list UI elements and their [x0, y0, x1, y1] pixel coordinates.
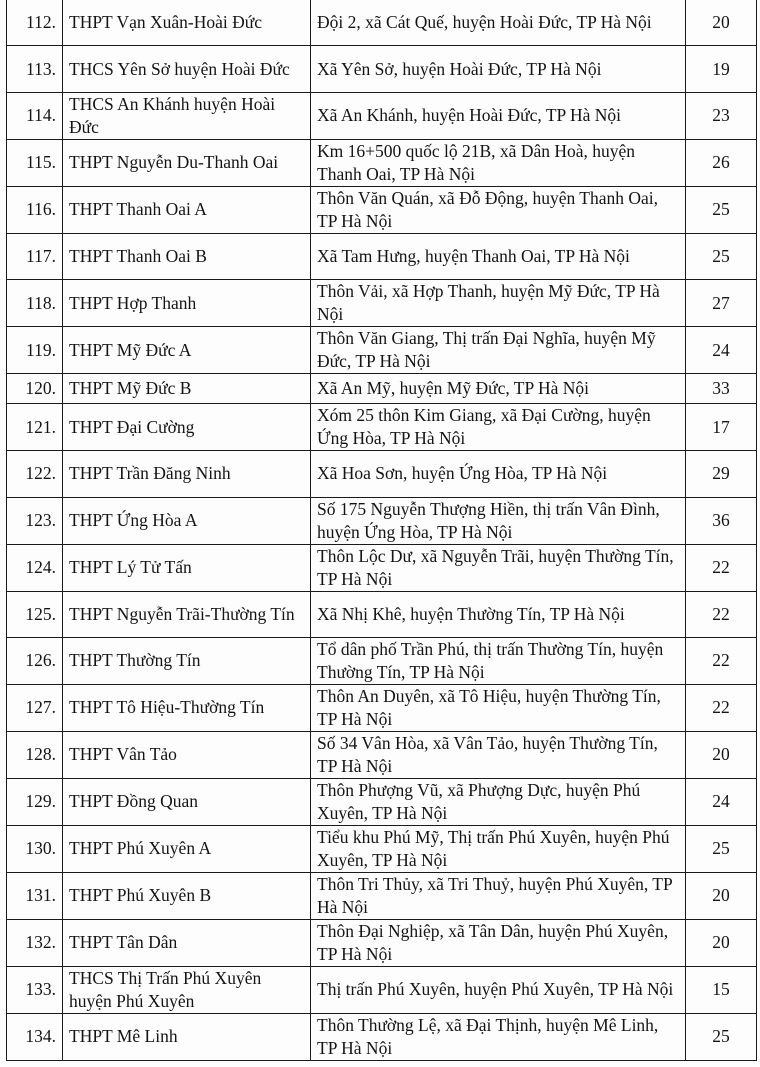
- school-address-cell: [311, 92, 686, 139]
- row-number: 114.: [26, 105, 56, 126]
- school-address-cell: [311, 684, 686, 731]
- school-address-cell: [311, 186, 686, 233]
- row-number-cell: [7, 637, 63, 684]
- school-name: THPT Mỹ Đức A: [69, 339, 192, 360]
- school-address: Xã Yên Sở, huyện Hoài Đức, TP Hà Nội: [317, 58, 602, 79]
- school-name: THPT Vân Tảo: [69, 744, 177, 765]
- row-number: 131.: [25, 885, 56, 906]
- row-count: 33: [712, 378, 730, 399]
- table-row: [7, 497, 757, 544]
- row-number: 115.: [26, 152, 56, 173]
- table-row: [7, 544, 757, 591]
- row-count: 22: [712, 650, 730, 671]
- school-name-cell: [63, 919, 311, 966]
- school-address-cell: [311, 778, 686, 825]
- row-number-cell: [7, 731, 63, 778]
- school-name-cell: [63, 637, 311, 684]
- row-count: 15: [712, 979, 730, 1000]
- school-address: Thôn Vải, xã Hợp Thanh, huyện Mỹ Đức, TP Hà Nội: [317, 281, 660, 325]
- table-row: [7, 186, 757, 233]
- school-address-cell: [311, 404, 686, 451]
- school-address-cell: [311, 46, 686, 92]
- row-number-cell: [7, 544, 63, 591]
- row-count-cell: [686, 92, 757, 139]
- row-count: 25: [712, 245, 730, 266]
- school-name: THCS Thị Trấn Phú Xuyên huyện Phú Xuyên: [69, 967, 262, 1011]
- row-number-cell: [7, 139, 63, 186]
- school-name-cell: [63, 280, 311, 327]
- school-address: Tổ dân phố Trần Phú, thị trấn Thường Tín, huyện Thường Tín, TP Hà Nội: [317, 638, 664, 682]
- row-number-cell: [7, 919, 63, 966]
- row-count-cell: [686, 404, 757, 451]
- row-count-cell: [686, 139, 757, 186]
- row-number: 125.: [25, 603, 56, 624]
- school-name: THPT Mê Linh: [69, 1026, 178, 1047]
- school-name: THPT Vạn Xuân-Hoài Đức: [69, 12, 263, 33]
- row-count: 36: [712, 510, 730, 531]
- row-number: 119.: [26, 339, 56, 360]
- row-number-cell: [7, 327, 63, 374]
- row-number-cell: [7, 497, 63, 544]
- school-table: [6, 0, 757, 1061]
- row-count: 27: [712, 292, 730, 313]
- row-count-cell: [686, 0, 757, 46]
- row-count-cell: [686, 1013, 757, 1060]
- row-count: 19: [712, 58, 730, 79]
- row-number: 130.: [25, 838, 56, 859]
- row-number: 117.: [26, 245, 56, 266]
- table-row: [7, 825, 757, 872]
- row-number: 116.: [26, 199, 56, 220]
- row-number: 124.: [25, 557, 56, 578]
- row-count-cell: [686, 233, 757, 279]
- row-number: 123.: [25, 510, 56, 531]
- row-number: 127.: [25, 697, 56, 718]
- school-address: Thôn Đại Nghiệp, xã Tân Dân, huyện Phú Xuyên, TP Hà Nội: [317, 920, 669, 964]
- table-row: [7, 0, 757, 46]
- school-address-cell: [311, 544, 686, 591]
- school-name: THCS Yên Sở huyện Hoài Đức: [69, 58, 290, 79]
- table-row: [7, 327, 757, 374]
- row-number: 120.: [25, 378, 56, 399]
- row-number-cell: [7, 1013, 63, 1060]
- school-name-cell: [63, 186, 311, 233]
- school-address-cell: [311, 825, 686, 872]
- row-number-cell: [7, 872, 63, 919]
- school-name: THPT Nguyễn Trãi-Thường Tín: [69, 603, 295, 624]
- school-name-cell: [63, 92, 311, 139]
- row-number: 129.: [25, 791, 56, 812]
- school-name-cell: [63, 778, 311, 825]
- table-row: [7, 451, 757, 497]
- row-count: 20: [712, 885, 730, 906]
- row-count-cell: [686, 637, 757, 684]
- school-name-cell: [63, 544, 311, 591]
- row-count: 24: [712, 339, 730, 360]
- row-number: 118.: [26, 292, 56, 313]
- table-row: [7, 374, 757, 404]
- table-row: [7, 778, 757, 825]
- school-name-cell: [63, 497, 311, 544]
- school-address-cell: [311, 731, 686, 778]
- row-number-cell: [7, 404, 63, 451]
- row-number: 128.: [25, 744, 56, 765]
- school-address: Thôn Thường Lệ, xã Đại Thịnh, huyện Mê Linh, TP Hà Nội: [317, 1014, 659, 1058]
- table-row: [7, 637, 757, 684]
- school-name: THPT Phú Xuyên A: [69, 838, 212, 859]
- school-address-cell: [311, 637, 686, 684]
- row-count-cell: [686, 186, 757, 233]
- row-number: 122.: [25, 463, 56, 484]
- school-address: Xã Nhị Khê, huyện Thường Tín, TP Hà Nội: [317, 603, 625, 624]
- school-name: THPT Tân Dân: [69, 932, 178, 953]
- school-address-cell: [311, 280, 686, 327]
- school-address-cell: [311, 0, 686, 46]
- row-number-cell: [7, 591, 63, 637]
- school-address-cell: [311, 1013, 686, 1060]
- school-address-cell: [311, 139, 686, 186]
- school-name: THPT Hợp Thanh: [69, 292, 197, 313]
- school-address: Km 16+500 quốc lộ 21B, xã Dân Hoà, huyện Thanh Oai, TP Hà Nội: [317, 140, 636, 184]
- row-count: 22: [712, 557, 730, 578]
- table-row: [7, 684, 757, 731]
- school-address: Đội 2, xã Cát Quế, huyện Hoài Đức, TP Hà Nội: [317, 12, 652, 33]
- school-address-cell: [311, 872, 686, 919]
- school-name: THPT Tô Hiệu-Thường Tín: [69, 697, 265, 718]
- row-count: 25: [712, 838, 730, 859]
- school-address: Thôn Tri Thủy, xã Tri Thuỷ, huyện Phú Xuyên, TP Hà Nội: [317, 873, 673, 917]
- school-name: THPT Phú Xuyên B: [69, 885, 212, 906]
- row-number: 133.: [25, 979, 56, 1000]
- table-row: [7, 280, 757, 327]
- school-name-cell: [63, 684, 311, 731]
- row-count: 25: [712, 199, 730, 220]
- row-number: 134.: [25, 1026, 56, 1047]
- row-count-cell: [686, 778, 757, 825]
- school-name: THPT Nguyễn Du-Thanh Oai: [69, 152, 279, 173]
- row-count: 20: [712, 12, 730, 33]
- row-count-cell: [686, 280, 757, 327]
- school-address: Thôn An Duyên, xã Tô Hiệu, huyện Thường Tín, TP Hà Nội: [317, 685, 661, 729]
- school-name: THPT Thanh Oai B: [69, 245, 207, 266]
- school-address: Xã An Khánh, huyện Hoài Đức, TP Hà Nội: [317, 105, 622, 126]
- row-count-cell: [686, 497, 757, 544]
- school-address: Xã An Mỹ, huyện Mỹ Đức, TP Hà Nội: [317, 378, 589, 399]
- school-name: THPT Mỹ Đức B: [69, 378, 192, 399]
- row-count: 25: [712, 1026, 730, 1047]
- school-name-cell: [63, 872, 311, 919]
- school-address-cell: [311, 591, 686, 637]
- row-number-cell: [7, 92, 63, 139]
- row-count-cell: [686, 872, 757, 919]
- row-count: 26: [712, 152, 730, 173]
- row-count: 20: [712, 932, 730, 953]
- row-count-cell: [686, 825, 757, 872]
- row-number-cell: [7, 280, 63, 327]
- school-address: Tiểu khu Phú Mỹ, Thị trấn Phú Xuyên, huyện Phú Xuyên, TP Hà Nội: [317, 826, 670, 870]
- row-number-cell: [7, 186, 63, 233]
- table-row: [7, 46, 757, 92]
- school-address: Xã Tam Hưng, huyện Thanh Oai, TP Hà Nội: [317, 245, 630, 266]
- row-number-cell: [7, 451, 63, 497]
- row-count: 20: [712, 744, 730, 765]
- school-name-cell: [63, 731, 311, 778]
- school-address-cell: [311, 451, 686, 497]
- school-name-cell: [63, 404, 311, 451]
- school-address: Xóm 25 thôn Kim Giang, xã Đại Cường, huyện Ứng Hòa, TP Hà Nội: [317, 405, 651, 449]
- school-address-cell: [311, 233, 686, 279]
- school-address-cell: [311, 497, 686, 544]
- school-name: THPT Đại Cường: [69, 416, 195, 437]
- row-count-cell: [686, 327, 757, 374]
- row-count-cell: [686, 46, 757, 92]
- school-name: THPT Thường Tín: [69, 650, 201, 671]
- table-row: [7, 404, 757, 451]
- row-count-cell: [686, 919, 757, 966]
- table-row: [7, 233, 757, 279]
- school-address-cell: [311, 966, 686, 1013]
- school-address: Số 175 Nguyễn Thượng Hiền, thị trấn Vân Đình, huyện Ứng Hòa, TP Hà Nội: [317, 498, 660, 542]
- row-count-cell: [686, 374, 757, 404]
- row-number-cell: [7, 0, 63, 46]
- school-name: THPT Thanh Oai A: [69, 199, 207, 220]
- school-name-cell: [63, 0, 311, 46]
- table-body: [7, 0, 757, 1060]
- school-address-cell: [311, 919, 686, 966]
- row-count-cell: [686, 966, 757, 1013]
- school-name-cell: [63, 825, 311, 872]
- table-row: [7, 92, 757, 139]
- row-number: 113.: [26, 58, 56, 79]
- school-name-cell: [63, 1013, 311, 1060]
- school-name: THPT Trần Đăng Ninh: [69, 463, 231, 484]
- school-name-cell: [63, 46, 311, 92]
- row-number-cell: [7, 684, 63, 731]
- school-name-cell: [63, 966, 311, 1013]
- school-name-cell: [63, 591, 311, 637]
- row-count: 24: [712, 791, 730, 812]
- school-address: Thôn Phượng Vũ, xã Phượng Dực, huyện Phú Xuyên, TP Hà Nội: [317, 779, 641, 823]
- table-row: [7, 591, 757, 637]
- row-count: 29: [712, 463, 730, 484]
- school-address: Thôn Lộc Dư, xã Nguyễn Trãi, huyện Thường Tín, TP Hà Nội: [317, 545, 674, 589]
- row-count: 22: [712, 603, 730, 624]
- school-name: THPT Ứng Hòa A: [69, 510, 198, 531]
- row-count-cell: [686, 684, 757, 731]
- school-name-cell: [63, 451, 311, 497]
- row-number: 112.: [26, 12, 56, 33]
- school-address-cell: [311, 327, 686, 374]
- table-row: [7, 731, 757, 778]
- school-name-cell: [63, 327, 311, 374]
- school-name-cell: [63, 233, 311, 279]
- row-number-cell: [7, 233, 63, 279]
- table-row: [7, 966, 757, 1013]
- row-count-cell: [686, 731, 757, 778]
- row-number: 121.: [25, 416, 56, 437]
- row-number-cell: [7, 825, 63, 872]
- row-count: 22: [712, 697, 730, 718]
- school-address-cell: [311, 374, 686, 404]
- school-name-cell: [63, 374, 311, 404]
- row-number-cell: [7, 374, 63, 404]
- school-name: THPT Lý Tử Tấn: [69, 557, 192, 578]
- school-address: Xã Hoa Sơn, huyện Ứng Hòa, TP Hà Nội: [317, 463, 608, 484]
- table-row: [7, 139, 757, 186]
- school-address: Thôn Văn Quán, xã Đỗ Động, huyện Thanh Oai, TP Hà Nội: [317, 187, 659, 231]
- school-address: Số 34 Vân Hòa, xã Vân Tảo, huyện Thường Tín, TP Hà Nội: [317, 732, 658, 776]
- row-number-cell: [7, 966, 63, 1013]
- row-number: 132.: [25, 932, 56, 953]
- school-name: THPT Đồng Quan: [69, 791, 198, 812]
- row-count: 23: [712, 105, 730, 126]
- school-address: Thôn Văn Giang, Thị trấn Đại Nghĩa, huyện Mỹ Đức, TP Hà Nội: [317, 328, 656, 372]
- table-row: [7, 919, 757, 966]
- row-number-cell: [7, 46, 63, 92]
- school-name: THCS An Khánh huyện Hoài Đức: [69, 93, 276, 137]
- row-number-cell: [7, 778, 63, 825]
- table-row: [7, 1013, 757, 1060]
- school-name-cell: [63, 139, 311, 186]
- row-count-cell: [686, 544, 757, 591]
- school-address: Thị trấn Phú Xuyên, huyện Phú Xuyên, TP Hà Nội: [317, 979, 674, 1000]
- row-count: 17: [712, 416, 730, 437]
- row-number: 126.: [25, 650, 56, 671]
- row-count-cell: [686, 451, 757, 497]
- row-count-cell: [686, 591, 757, 637]
- table-row: [7, 872, 757, 919]
